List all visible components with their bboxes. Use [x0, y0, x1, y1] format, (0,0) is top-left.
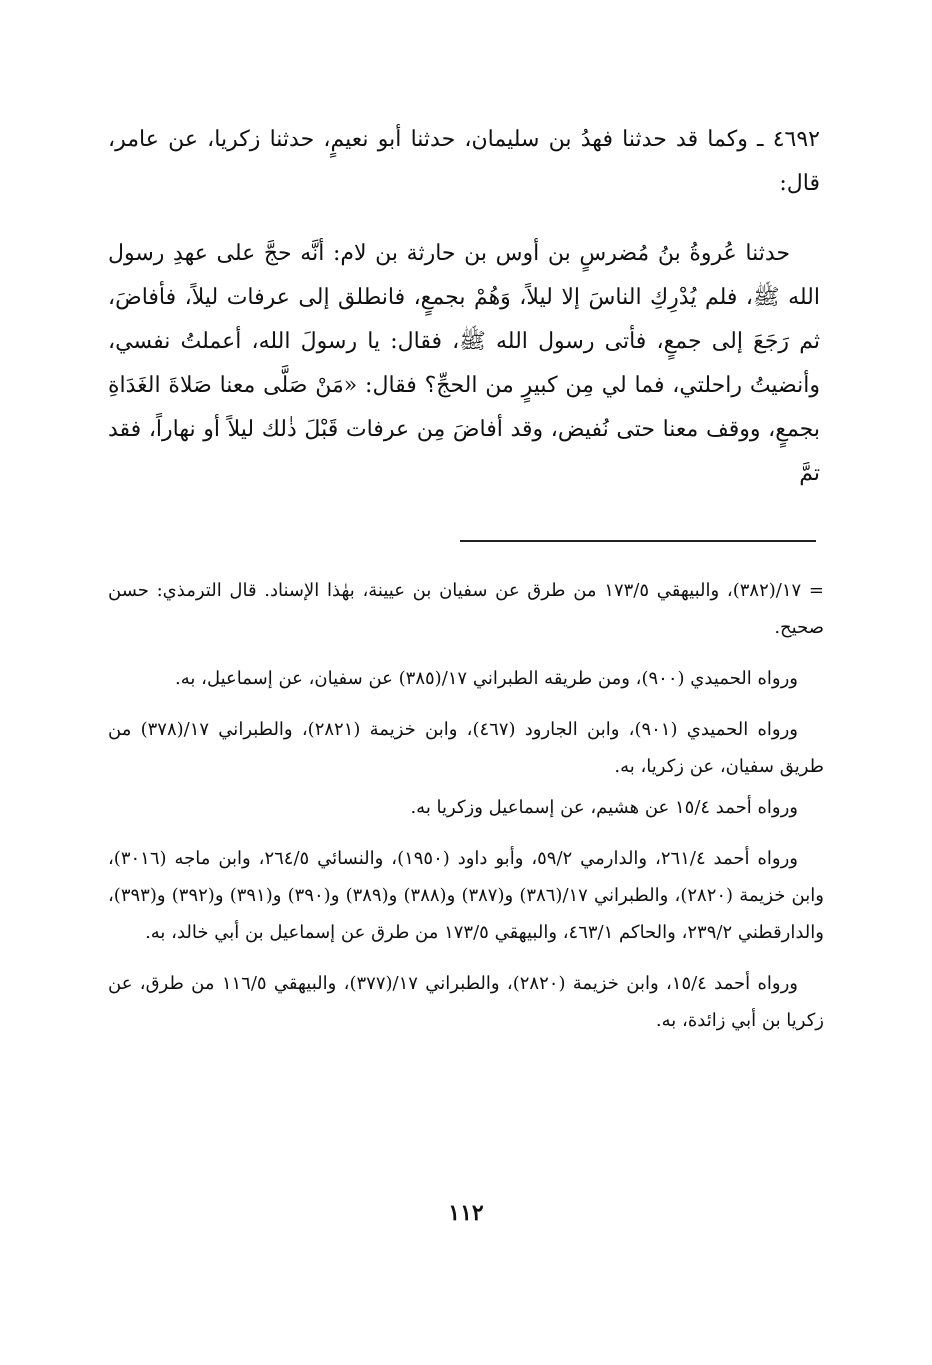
hadith-heading: ٤٦٩٢ ـ وكما قد حدثنا فهدُ بن سليمان، حدثنا أبو نعيمٍ، حدثنا زكريا، عن عامر، قال:	[108, 127, 820, 196]
footnote-paragraph: ورواه الحميدي (٩٠١)، وابن الجارود (٤٦٧)، وابن خزيمة (٢٨٢١)، والطبراني ١٧/(٣٧٨) من طريق سفيان، عن زكريا، به.	[108, 719, 824, 777]
page-number: ١١٢	[448, 1200, 484, 1226]
footnote-paragraph: ورواه أحمد ١٥/٤، وابن خزيمة (٢٨٢٠)، والطبراني ١٧/(٣٧٧)، والبيهقي ١١٦/٥ من طرق، عن زكريا بن أبي زائدة، به.	[108, 973, 824, 1031]
footnote-paragraph: ورواه أحمد ٢٦١/٤، والدارمي ٥٩/٢، وأبو داود (١٩٥٠)، والنسائي ٢٦٤/٥، وابن ماجه (٣٠١٦)، وابن خزيمة (٢٨٢٠)، والطبراني ١٧/(٣٨٦) و(٣٨٧) و(٣٨٨) و(٣٨٩) و(٣٩٠) و(٣٩١) و(٣٩٢) و(٣٩٣)، والدارقطني ٢٣٩/٢، والحاكم ٤٦٣/١، والبيهقي ١٧٣/٥ من طرق عن إسماعيل بن أبي خالد، به.	[108, 848, 824, 943]
footnote-paragraph: = ١٧/(٣٨٢)، والبيهقي ١٧٣/٥ من طرق عن سفيان بن عيينة، بهٰذا الإسناد. قال الترمذي: حسن صحيح.	[108, 580, 824, 638]
footnote-divider	[460, 540, 816, 542]
main-text	[108, 118, 820, 496]
footnote-paragraph: ورواه الحميدي (٩٠٠)، ومن طريقه الطبراني ١٧/(٣٨٥) عن سفيان، عن إسماعيل، به.	[175, 668, 798, 689]
hadith-text: حدثنا عُروةُ بنُ مُضرسٍ بن أوس بن حارثة بن لام: أنَّه حجَّ على عهدِ رسول الله ﷺ، فلم يُدْرِكِ الناسَ إلا ليلاً، وَهُمْ بجمعٍ، فانطلق إلى عرفات ليلاً، فأفاضَ، ثم رَجَعَ إلى جمعٍ، فأتى رسول الله ﷺ، فقال: يا رسولَ الله، أعملتُ نفسي، وأنضيتُ راحلتي، فما لي مِن كبيرٍ من الحجِّ؟ فقال: «مَنْ صَلَّى معنا صَلاةَ الغَدَاةِ بجمعٍ، ووقف معنا حتى نُفيض، وقد أفاضَ مِن عرفات قَبْلَ ذٰلك ليلاً أو نهاراً، فقد تمَّ	[108, 241, 820, 486]
footnote-paragraph: ورواه أحمد ١٥/٤ عن هشيم، عن إسماعيل وزكريا به.	[410, 797, 798, 818]
footnotes	[108, 572, 824, 1053]
